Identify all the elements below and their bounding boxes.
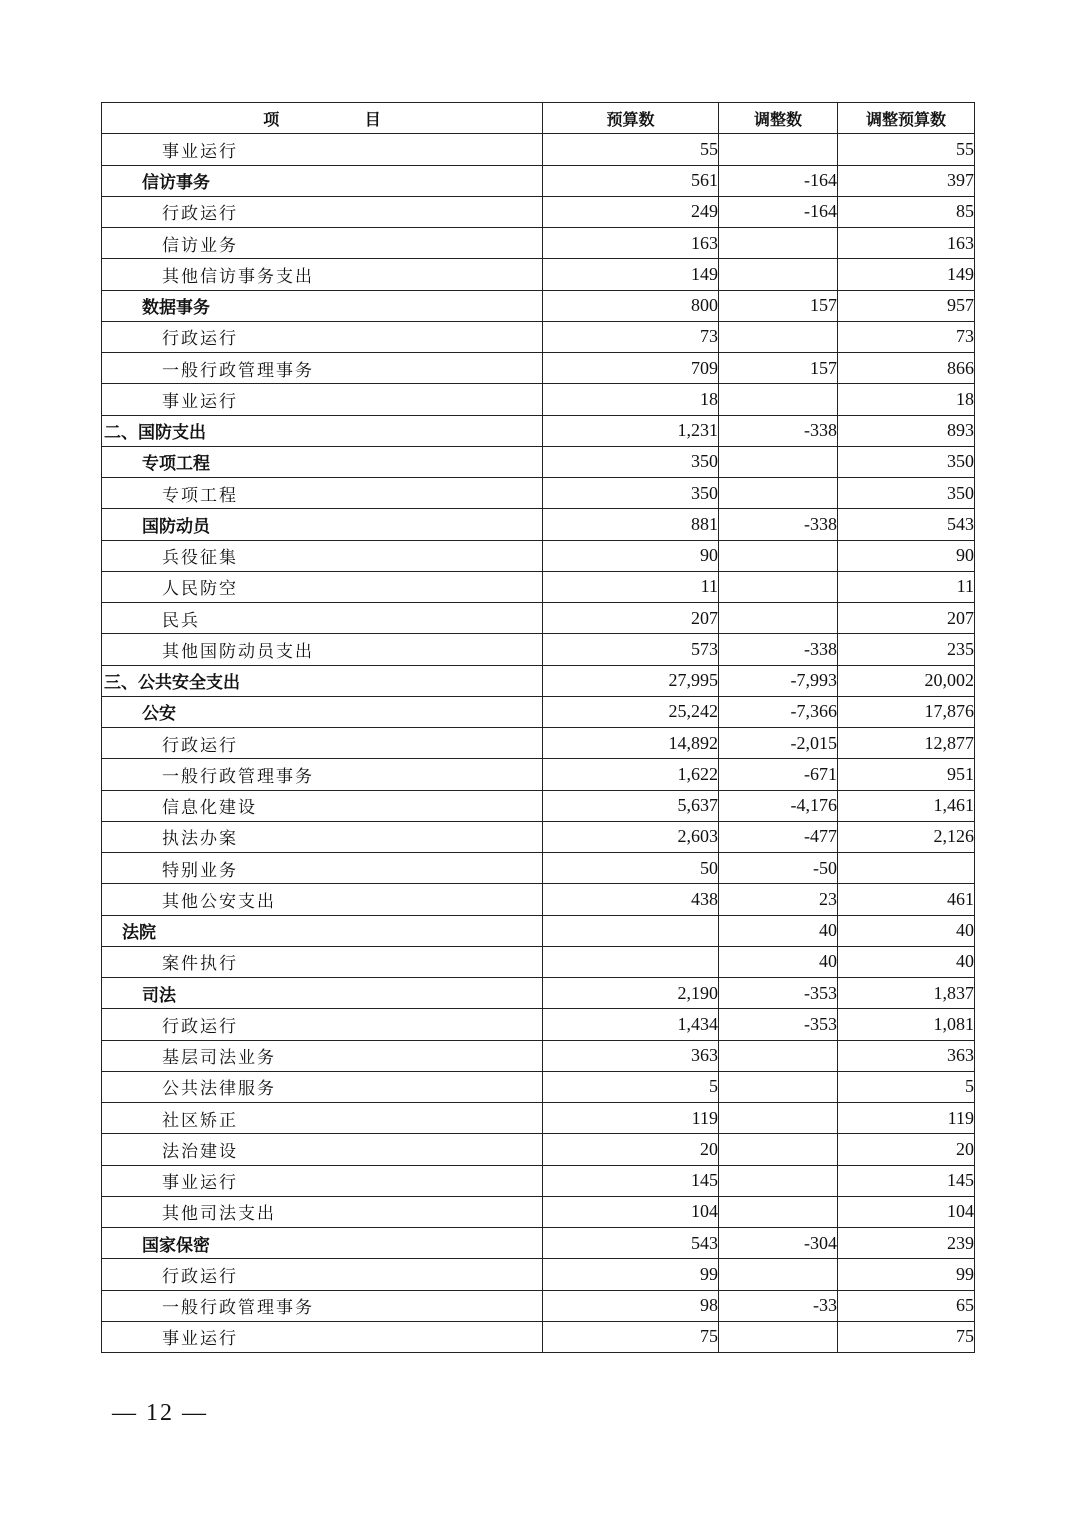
row-item-name: 事业运行 (102, 134, 543, 165)
row-adjusted-value: 104 (838, 1196, 975, 1227)
row-adjust-value: -338 (719, 634, 838, 665)
table-row (102, 978, 975, 1009)
table-row (102, 478, 975, 509)
table-body (102, 134, 975, 1353)
row-budget-value: 11 (543, 571, 719, 602)
row-adjust-value (719, 1196, 838, 1227)
row-item-name: 数据事务 (102, 290, 543, 321)
table-row (102, 259, 975, 290)
row-budget-value: 2,603 (543, 821, 719, 852)
row-adjust-value (719, 1165, 838, 1196)
row-budget-value: 709 (543, 353, 719, 384)
row-adjust-value: -338 (719, 509, 838, 540)
row-budget-value: 73 (543, 321, 719, 352)
row-adjusted-value (838, 853, 975, 884)
table-row (102, 1259, 975, 1290)
table-header-row (102, 103, 975, 134)
row-adjusted-value: 11 (838, 571, 975, 602)
row-item-name: 事业运行 (102, 1165, 543, 1196)
table-row (102, 915, 975, 946)
row-item-name: 行政运行 (102, 321, 543, 352)
row-adjust-value (719, 1321, 838, 1352)
budget-table (101, 102, 975, 1353)
row-budget-value: 543 (543, 1228, 719, 1259)
table-row (102, 1196, 975, 1227)
row-adjusted-value: 85 (838, 196, 975, 227)
table-row (102, 1071, 975, 1102)
table-row (102, 228, 975, 259)
row-item-name: 事业运行 (102, 384, 543, 415)
table-row (102, 821, 975, 852)
row-adjusted-value: 163 (838, 228, 975, 259)
row-adjust-value: -2,015 (719, 728, 838, 759)
row-adjust-value (719, 478, 838, 509)
table-row (102, 946, 975, 977)
row-item-name: 其他信访事务支出 (102, 259, 543, 290)
row-adjust-value (719, 384, 838, 415)
row-budget-value: 90 (543, 540, 719, 571)
row-adjust-value (719, 603, 838, 634)
row-item-name: 信息化建设 (102, 790, 543, 821)
row-adjust-value (719, 321, 838, 352)
row-budget-value: 119 (543, 1103, 719, 1134)
row-adjusted-value: 99 (838, 1259, 975, 1290)
row-adjusted-value: 397 (838, 165, 975, 196)
row-adjust-value (719, 1134, 838, 1165)
row-budget-value: 14,892 (543, 728, 719, 759)
row-item-name: 一般行政管理事务 (102, 353, 543, 384)
table-row (102, 196, 975, 227)
row-adjusted-value: 957 (838, 290, 975, 321)
table-row (102, 571, 975, 602)
row-adjust-value: -353 (719, 978, 838, 1009)
row-adjusted-value: 1,837 (838, 978, 975, 1009)
table-row (102, 134, 975, 165)
row-adjust-value: 40 (719, 915, 838, 946)
row-adjusted-value: 350 (838, 478, 975, 509)
row-budget-value: 363 (543, 1040, 719, 1071)
row-item-name: 司法 (102, 978, 543, 1009)
row-adjusted-value: 75 (838, 1321, 975, 1352)
row-item-name: 行政运行 (102, 196, 543, 227)
row-item-name: 法治建设 (102, 1134, 543, 1165)
table-row (102, 1228, 975, 1259)
table-row (102, 165, 975, 196)
row-adjusted-value: 5 (838, 1071, 975, 1102)
row-adjust-value: -33 (719, 1290, 838, 1321)
row-adjust-value: -338 (719, 415, 838, 446)
row-adjust-value: -50 (719, 853, 838, 884)
row-adjusted-value: 350 (838, 446, 975, 477)
row-item-name: 行政运行 (102, 1259, 543, 1290)
row-budget-value: 207 (543, 603, 719, 634)
row-item-name: 公安 (102, 696, 543, 727)
row-adjusted-value: 55 (838, 134, 975, 165)
row-item-name: 案件执行 (102, 946, 543, 977)
row-adjust-value: -304 (719, 1228, 838, 1259)
row-item-name: 国防动员 (102, 509, 543, 540)
row-budget-value: 5,637 (543, 790, 719, 821)
row-adjust-value (719, 1040, 838, 1071)
row-budget-value: 1,622 (543, 759, 719, 790)
row-adjusted-value: 893 (838, 415, 975, 446)
row-adjusted-value: 20,002 (838, 665, 975, 696)
row-budget-value: 20 (543, 1134, 719, 1165)
row-adjusted-value: 1,081 (838, 1009, 975, 1040)
row-item-name: 基层司法业务 (102, 1040, 543, 1071)
row-adjusted-value: 951 (838, 759, 975, 790)
table-row (102, 853, 975, 884)
row-adjusted-value: 235 (838, 634, 975, 665)
row-item-name: 信访事务 (102, 165, 543, 196)
row-item-name: 专项工程 (102, 478, 543, 509)
row-item-name: 信访业务 (102, 228, 543, 259)
row-adjust-value: -4,176 (719, 790, 838, 821)
row-adjusted-value: 543 (838, 509, 975, 540)
row-adjust-value (719, 134, 838, 165)
row-budget-value: 98 (543, 1290, 719, 1321)
row-budget-value: 350 (543, 478, 719, 509)
row-adjust-value: -477 (719, 821, 838, 852)
row-item-name: 专项工程 (102, 446, 543, 477)
row-adjusted-value: 40 (838, 946, 975, 977)
table-row (102, 1103, 975, 1134)
row-item-name: 法院 (102, 915, 543, 946)
row-adjusted-value: 18 (838, 384, 975, 415)
row-budget-value: 1,434 (543, 1009, 719, 1040)
row-adjust-value (719, 1071, 838, 1102)
page-number: — 12 — (112, 1400, 208, 1426)
table-row (102, 634, 975, 665)
row-adjusted-value: 119 (838, 1103, 975, 1134)
table-row (102, 1134, 975, 1165)
row-budget-value: 99 (543, 1259, 719, 1290)
row-adjusted-value: 207 (838, 603, 975, 634)
row-adjust-value (719, 259, 838, 290)
row-adjusted-value: 149 (838, 259, 975, 290)
row-budget-value: 573 (543, 634, 719, 665)
table-row (102, 1290, 975, 1321)
row-adjusted-value: 12,877 (838, 728, 975, 759)
row-adjusted-value: 145 (838, 1165, 975, 1196)
row-adjusted-value: 73 (838, 321, 975, 352)
header-item: 项 目 (102, 103, 543, 134)
table-row (102, 1321, 975, 1352)
row-item-name: 事业运行 (102, 1321, 543, 1352)
table-row (102, 1165, 975, 1196)
row-budget-value: 163 (543, 228, 719, 259)
table-row (102, 290, 975, 321)
row-budget-value: 5 (543, 1071, 719, 1102)
row-item-name: 执法办案 (102, 821, 543, 852)
table-row (102, 728, 975, 759)
table-row (102, 665, 975, 696)
table-row (102, 321, 975, 352)
row-budget-value: 438 (543, 884, 719, 915)
row-item-name: 人民防空 (102, 571, 543, 602)
row-budget-value: 1,231 (543, 415, 719, 446)
row-adjust-value (719, 1103, 838, 1134)
header-budget: 预算数 (543, 103, 719, 134)
row-adjust-value: -164 (719, 165, 838, 196)
row-item-name: 其他国防动员支出 (102, 634, 543, 665)
row-budget-value: 145 (543, 1165, 719, 1196)
row-adjust-value: -671 (719, 759, 838, 790)
row-adjusted-value: 1,461 (838, 790, 975, 821)
table-row (102, 540, 975, 571)
table-row (102, 1009, 975, 1040)
row-adjust-value (719, 1259, 838, 1290)
row-item-name: 国家保密 (102, 1228, 543, 1259)
row-budget-value: 2,190 (543, 978, 719, 1009)
row-item-name: 二、国防支出 (102, 415, 543, 446)
row-adjusted-value: 866 (838, 353, 975, 384)
row-adjusted-value: 2,126 (838, 821, 975, 852)
row-adjust-value: 23 (719, 884, 838, 915)
row-item-name: 其他公安支出 (102, 884, 543, 915)
row-adjusted-value: 40 (838, 915, 975, 946)
row-item-name: 民兵 (102, 603, 543, 634)
row-adjusted-value: 90 (838, 540, 975, 571)
row-adjust-value: -7,993 (719, 665, 838, 696)
row-budget-value: 18 (543, 384, 719, 415)
table-row (102, 353, 975, 384)
row-budget-value: 75 (543, 1321, 719, 1352)
row-adjust-value (719, 540, 838, 571)
row-adjusted-value: 65 (838, 1290, 975, 1321)
row-item-name: 公共法律服务 (102, 1071, 543, 1102)
table-row (102, 790, 975, 821)
row-budget-value (543, 915, 719, 946)
row-adjust-value: 157 (719, 290, 838, 321)
row-item-name: 特别业务 (102, 853, 543, 884)
row-item-name: 一般行政管理事务 (102, 1290, 543, 1321)
row-adjusted-value: 17,876 (838, 696, 975, 727)
row-adjusted-value: 461 (838, 884, 975, 915)
row-budget-value: 27,995 (543, 665, 719, 696)
row-budget-value: 25,242 (543, 696, 719, 727)
table-row (102, 603, 975, 634)
table-row (102, 696, 975, 727)
row-adjust-value (719, 446, 838, 477)
row-item-name: 三、公共安全支出 (102, 665, 543, 696)
row-adjusted-value: 239 (838, 1228, 975, 1259)
row-item-name: 社区矫正 (102, 1103, 543, 1134)
table-row (102, 509, 975, 540)
table-row (102, 884, 975, 915)
row-adjust-value: -7,366 (719, 696, 838, 727)
row-budget-value: 249 (543, 196, 719, 227)
row-adjust-value (719, 228, 838, 259)
row-adjust-value: -353 (719, 1009, 838, 1040)
table-row (102, 446, 975, 477)
row-budget-value: 104 (543, 1196, 719, 1227)
table-row (102, 384, 975, 415)
row-adjust-value (719, 571, 838, 602)
row-adjust-value: 157 (719, 353, 838, 384)
row-adjusted-value: 20 (838, 1134, 975, 1165)
row-budget-value: 350 (543, 446, 719, 477)
header-adjusted: 调整预算数 (838, 103, 975, 134)
row-budget-value: 149 (543, 259, 719, 290)
row-adjust-value: 40 (719, 946, 838, 977)
row-item-name: 兵役征集 (102, 540, 543, 571)
row-budget-value: 561 (543, 165, 719, 196)
header-adjust: 调整数 (719, 103, 838, 134)
row-budget-value: 55 (543, 134, 719, 165)
row-budget-value: 881 (543, 509, 719, 540)
row-budget-value: 800 (543, 290, 719, 321)
table-row (102, 415, 975, 446)
row-item-name: 行政运行 (102, 1009, 543, 1040)
row-item-name: 其他司法支出 (102, 1196, 543, 1227)
row-adjusted-value: 363 (838, 1040, 975, 1071)
row-budget-value (543, 946, 719, 977)
table-row (102, 1040, 975, 1071)
table-row (102, 759, 975, 790)
row-adjust-value: -164 (719, 196, 838, 227)
row-item-name: 行政运行 (102, 728, 543, 759)
row-budget-value: 50 (543, 853, 719, 884)
row-item-name: 一般行政管理事务 (102, 759, 543, 790)
